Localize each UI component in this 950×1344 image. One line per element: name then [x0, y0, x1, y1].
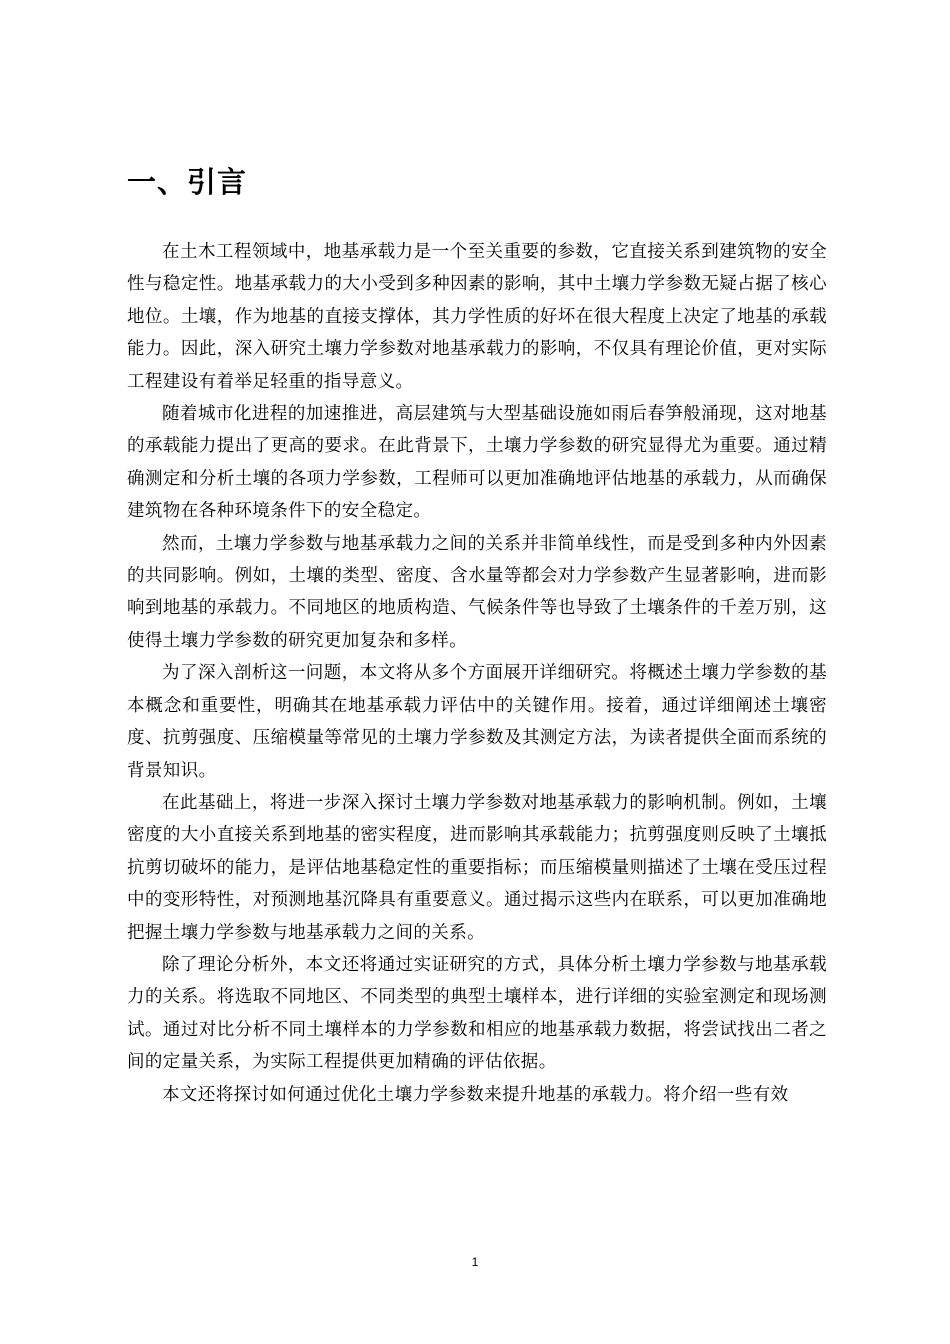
page-number: 1 [471, 1255, 479, 1269]
section-heading: 一、引言 [127, 165, 248, 199]
paragraph-7: 本文还将探讨如何通过优化土壤力学参数来提升地基的承载力。将介绍一些有效 [162, 1084, 789, 1105]
paragraph-4: 为了深入剖析这一问题，本文将从多个方面展开详细研究。将概述土壤力学参数的基本概念和重要性，明确其在地基承载力评估中的关键作用。接着，通过详细阐述土壤密度、抗剪强度、压缩模量等常见的土壤力学参数及其测定方法，为读者提供全面而系统的背景知识。 [127, 663, 827, 781]
paragraph-6: 除了理论分析外，本文还将通过实证研究的方式，具体分析土壤力学参数与地基承载力的关系。将选取不同地区、不同类型的典型土壤样本，进行详细的实验室测定和现场测试。通过对比分析不同土壤样本的力学参数和相应的地基承载力数据，将尝试找出二者之间的定量关系，为实际工程提供更加精确的评估依据。 [127, 954, 827, 1073]
paragraph-3: 然而，土壤力学参数与地基承载力之间的关系并非简单线性，而是受到多种内外因素的共同影响。例如，土壤的类型、密度、含水量等都会对力学参数产生显著影响，进而影响到地基的承载力。不同地区的地质构造、气候条件等也导致了土壤条件的千差万别，这使得土壤力学参数的研究更加复杂和多样。 [127, 533, 827, 651]
body-text [127, 236, 827, 1111]
paragraph-2: 随着城市化进程的加速推进，高层建筑与大型基础设施如雨后春笋般涌现，这对地基的承载能力提出了更高的要求。在此背景下，土壤力学参数的研究显得尤为重要。通过精确测定和分析土壤的各项力学参数，工程师可以更加准确地评估地基的承载力，从而确保建筑物在各种环境条件下的安全稳定。 [127, 404, 827, 522]
paragraph-1: 在土木工程领域中，地基承载力是一个至关重要的参数，它直接关系到建筑物的安全性与稳定性。地基承载力的大小受到多种因素的影响，其中土壤力学参数无疑占据了核心地位。土壤，作为地基的直接支撑体，其力学性质的好坏在很大程度上决定了地基的承载能力。因此，深入研究土壤力学参数对地基承载力的影响，不仅具有理论价值，更对实际工程建设有着举足轻重的指导意义。 [127, 242, 827, 392]
paragraph-5: 在此基础上，将进一步深入探讨土壤力学参数对地基承载力的影响机制。例如，土壤密度的大小直接关系到地基的密实程度，进而影响其承载能力；抗剪强度则反映了土壤抵抗剪切破坏的能力，是评估地基稳定性的重要指标；而压缩模量则描述了土壤在受压过程中的变形特性，对预测地基沉降具有重要意义。通过揭示这些内在联系，可以更加准确地把握土壤力学参数与地基承载力之间的关系。 [127, 792, 827, 943]
